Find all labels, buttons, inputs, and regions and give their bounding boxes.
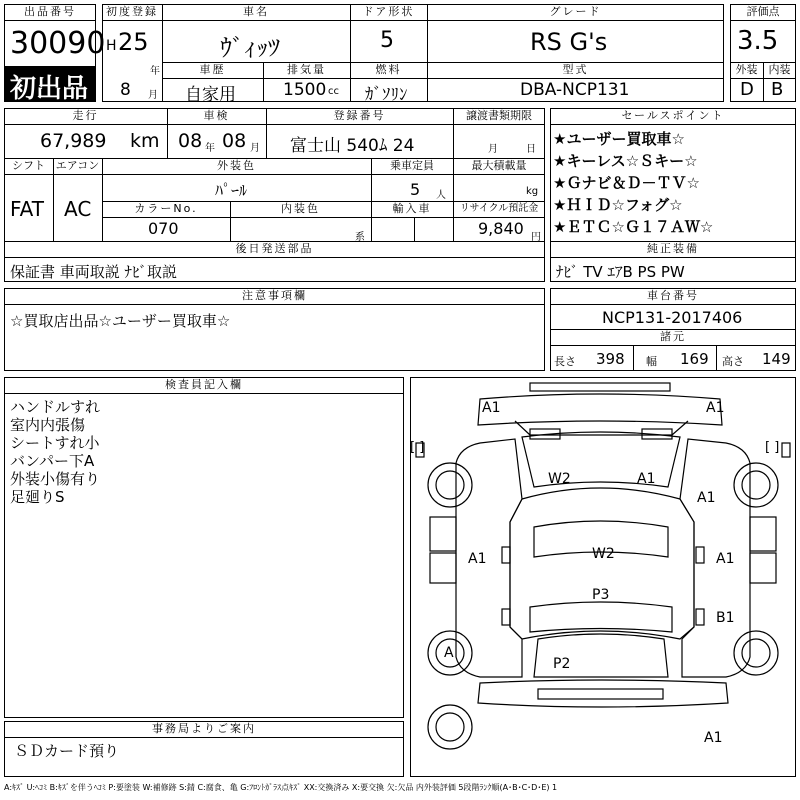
transfer-month: 月 — [488, 144, 498, 155]
int-grade: B — [771, 79, 784, 100]
lot-number: 30090 — [10, 26, 106, 61]
sales-point: ★Ｇナビ＆Ｄ－ＴＶ☆ — [553, 174, 700, 192]
damage-mark: A1 — [482, 400, 501, 416]
score-label: 評価点 — [746, 5, 780, 18]
legend: A:ｷｽﾞ U:ﾍｺﾐ B:ｷｽﾞを伴うﾍｺﾐ P:要塗装 W:補修跡 S:錆 C:腐食、亀 G:ﾌﾛﾝﾄｶﾞﾗｽ点ｷｽﾞ XX:交換済み X:要交換 欠:欠品 内外装評価 5段階ﾗﾝｸ順(A･B･C･D･E) 1 — [4, 783, 558, 792]
mileage: 67,989 — [40, 130, 107, 152]
grade: RS G's — [530, 28, 608, 56]
length: 398 — [596, 350, 625, 368]
height-label: 高さ — [722, 355, 744, 368]
inspector-line: バンパー下A — [10, 452, 95, 470]
capacity: 5 — [410, 180, 421, 199]
inspector-line: ハンドルすれ — [10, 398, 101, 416]
inspector-line: 足廻りS — [10, 488, 65, 506]
bracket-left: [ ] — [410, 440, 425, 455]
reg-month: 8 — [120, 80, 131, 100]
shift-label: シフト — [12, 159, 45, 172]
office-label: 事務局よりご案内 — [152, 722, 256, 735]
shift: FAT — [10, 197, 45, 221]
dims-label: 諸元 — [660, 330, 686, 343]
inspector-line: シートすれ小 — [10, 434, 100, 452]
ext-grade: D — [740, 79, 754, 100]
damage-mark: A1 — [716, 551, 735, 567]
damage-mark: W2 — [592, 546, 615, 562]
fuel-label: 燃料 — [375, 63, 402, 76]
color-label: 外装色 — [217, 159, 256, 172]
later-parts: 保証書 車両取説 ﾅﾋﾞ取説 — [10, 263, 178, 281]
model-label: 型式 — [562, 63, 589, 76]
equipment: ﾅﾋﾞ TV ｴｱB PS PW — [556, 263, 685, 281]
fuel: ｶﾞｿﾘﾝ — [365, 85, 408, 105]
bracket-right: [ ] — [765, 440, 780, 455]
insp-year-unit: 年 — [205, 143, 215, 154]
mileage-label: 走行 — [72, 109, 99, 122]
color-no: 070 — [148, 219, 179, 238]
sales-point: ★ユーザー買取車☆ — [553, 130, 685, 148]
damage-mark: A — [444, 645, 454, 661]
color: ﾊﾟｰﾙ — [215, 181, 248, 200]
length-label: 長さ — [554, 355, 576, 368]
disp-label: 排気量 — [287, 63, 326, 76]
capacity-unit: 人 — [436, 190, 446, 201]
reg-year: 25 — [118, 28, 149, 56]
load-label: 最大積載量 — [471, 159, 527, 172]
ac-label: エアコン — [55, 159, 100, 172]
inspector-line: 外装小傷有り — [10, 470, 101, 488]
plate: 富士山 540ﾑ 24 — [290, 136, 415, 156]
model: DBA-NCP131 — [520, 80, 630, 100]
width: 169 — [680, 350, 709, 368]
notes-text: ☆買取店出品☆ユーザー買取車☆ — [10, 312, 231, 330]
sales-label: セールスポイント — [621, 109, 725, 122]
yen-unit: 円 — [531, 232, 541, 243]
displacement: 1500 — [283, 80, 327, 100]
chassis-label: 車台番号 — [647, 289, 699, 302]
recycle: 9,840 — [478, 219, 524, 238]
inspector-line: 室内内張傷 — [10, 416, 86, 434]
width-label: 幅 — [646, 355, 657, 368]
history-label: 車歴 — [199, 63, 226, 76]
office-text: ＳＤカード預り — [14, 742, 120, 760]
sales-point: ★ＨＩＤ☆フォグ☆ — [553, 196, 683, 214]
damage-mark: A1 — [468, 551, 487, 567]
capacity-label: 乗車定員 — [390, 159, 434, 172]
color-no-label: カラーNo. — [134, 202, 198, 215]
transfer-label: 譲渡書類期限 — [466, 109, 532, 122]
notes-label: 注意事項欄 — [242, 289, 307, 302]
later-label: 後日発送部品 — [235, 242, 314, 255]
recycle-label: リサイクル預託金 — [459, 203, 539, 214]
cc-unit: cc — [328, 86, 339, 97]
sales-point: ★キーレス☆Ｓキー☆ — [553, 152, 698, 170]
month-unit: 月 — [148, 90, 158, 101]
year-unit: 年 — [150, 66, 160, 77]
damage-mark: A1 — [637, 471, 656, 487]
doors: 5 — [380, 28, 394, 53]
ac: AC — [64, 197, 92, 221]
era: H — [106, 38, 117, 54]
damage-mark: P2 — [553, 656, 571, 672]
damage-mark: A1 — [697, 490, 716, 506]
int-label: 内装 — [768, 63, 791, 76]
sales-point: ★ＥＴＣ☆Ｇ１７ＡＷ☆ — [553, 218, 714, 236]
lot-label: 出品番号 — [24, 5, 76, 18]
insp-month-unit: 月 — [250, 143, 260, 154]
equip-label: 純正装備 — [647, 242, 699, 255]
int-color-unit: 系 — [355, 232, 365, 243]
score: 3.5 — [737, 26, 779, 56]
insp-year: 08 — [178, 130, 203, 152]
chassis-number: NCP131-2017406 — [602, 308, 743, 327]
inspection-label: 車検 — [203, 109, 230, 122]
damage-mark: A1 — [704, 730, 723, 746]
damage-mark: P3 — [592, 587, 610, 603]
grade-label: グレード — [549, 5, 602, 18]
history: 自家用 — [185, 85, 236, 105]
car-diagram — [410, 377, 796, 777]
door-label: ドア形状 — [362, 5, 415, 18]
transfer-day: 日 — [526, 144, 536, 155]
damage-mark: W2 — [548, 471, 571, 487]
plate-label: 登録番号 — [333, 109, 386, 122]
reg-label: 初度登録 — [106, 5, 158, 18]
height: 149 — [762, 350, 791, 368]
ext-label: 外装 — [735, 63, 758, 76]
import-label: 輸入車 — [392, 202, 432, 215]
car-name: ｳﾞｨｯﾂ — [220, 34, 280, 62]
damage-mark: A1 — [706, 400, 725, 416]
damage-mark: B1 — [716, 610, 735, 626]
km-unit: km — [130, 130, 160, 152]
first-listing-text: 初出品 — [10, 74, 89, 104]
int-color-label: 内装色 — [281, 202, 320, 215]
name-label: 車名 — [243, 5, 269, 18]
inspector-label: 検査員記入欄 — [165, 378, 243, 391]
load-unit: kg — [526, 186, 539, 197]
insp-month: 08 — [222, 130, 247, 152]
